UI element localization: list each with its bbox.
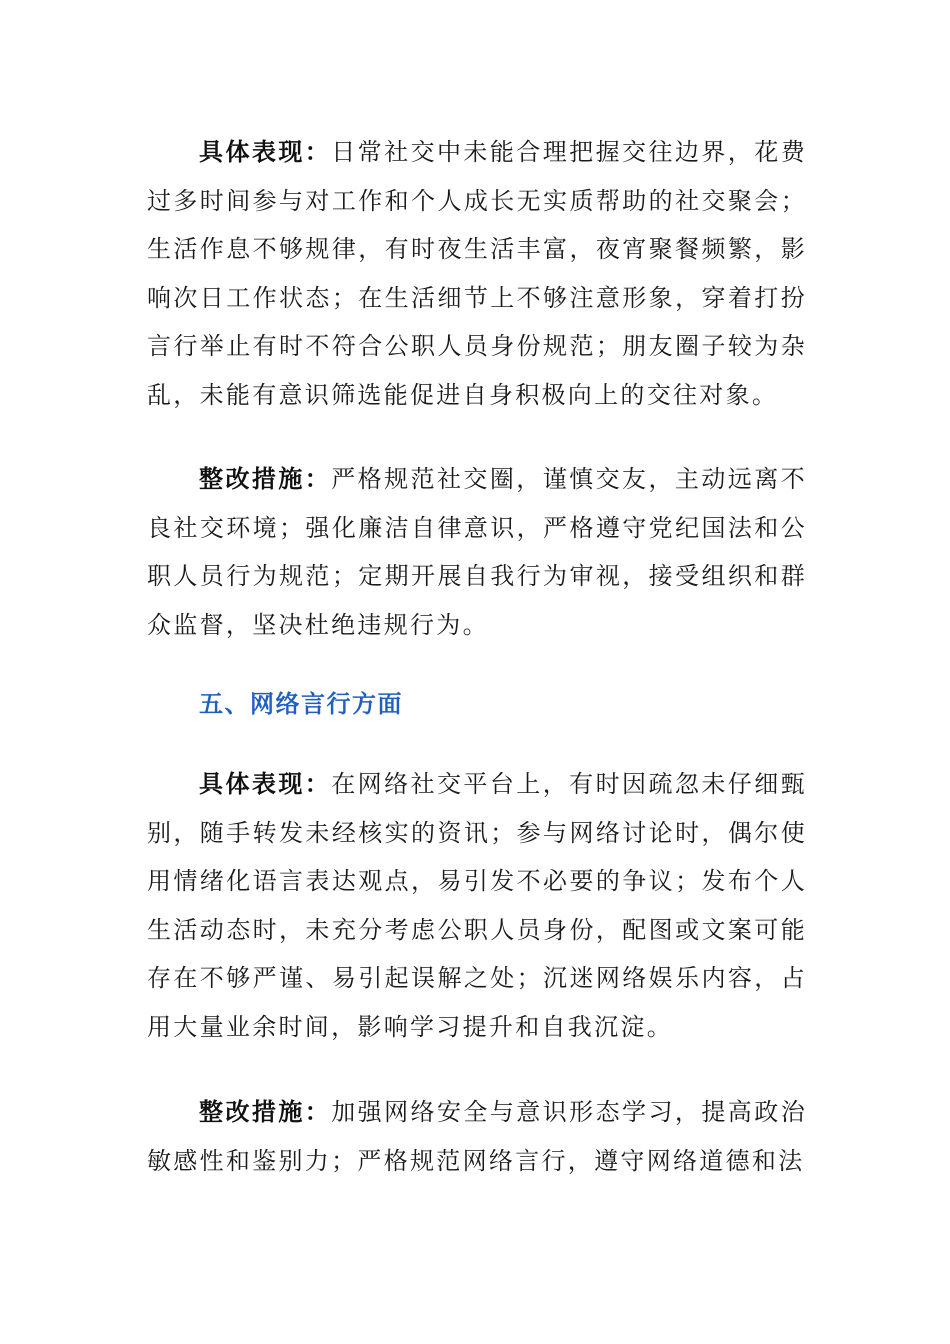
section-heading: 五、网络言行方面 bbox=[199, 690, 403, 718]
paragraph-label: 具体表现： bbox=[199, 770, 332, 798]
paragraph-network-performance bbox=[147, 760, 807, 1051]
paragraph-text: 在网络社交平台上，有时因疏忽未仔细甄别，随手转发未经核实的资讯；参与网络讨论时，偶尔使用情绪化语言表达观点，易引发不必要的争议；发布个人生活动态时，未充分考虑公职人员身份，配图或文案可能存在不够严谨、易引起误解之处；沉迷网络娱乐内容，占用大量业余时间，影响学习提升和自我沉淀。 bbox=[147, 770, 807, 1041]
paragraph-social-rectification bbox=[147, 455, 807, 649]
paragraph-social-performance bbox=[147, 128, 807, 419]
paragraph-label: 整改措施： bbox=[199, 465, 332, 493]
paragraph-text: 日常社交中未能合理把握交往边界，花费过多时间参与对工作和个人成长无实质帮助的社交聚会；生活作息不够规律，有时夜生活丰富，夜宵聚餐频繁，影响次日工作状态；在生活细节上不够注意形象，穿着打扮言行举止有时不符合公职人员身份规范；朋友圈子较为杂乱，未能有意识筛选能促进自身积极向上的交往对象。 bbox=[147, 138, 807, 409]
paragraph-label: 具体表现： bbox=[199, 138, 332, 166]
paragraph-label: 整改措施： bbox=[199, 1098, 332, 1126]
paragraph-text: 严格规范社交圈，谨慎交友，主动远离不良社交环境；强化廉洁自律意识，严格遵守党纪国法和公职人员行为规范；定期开展自我行为审视，接受组织和群众监督，坚决杜绝违规行为。 bbox=[147, 465, 807, 639]
paragraph-network-rectification bbox=[147, 1088, 807, 1185]
paragraph-text: 加强网络安全与意识形态学习，提高政治敏感性和鉴别力；严格规范网络言行，遵守网络道德和法 bbox=[147, 1098, 807, 1175]
